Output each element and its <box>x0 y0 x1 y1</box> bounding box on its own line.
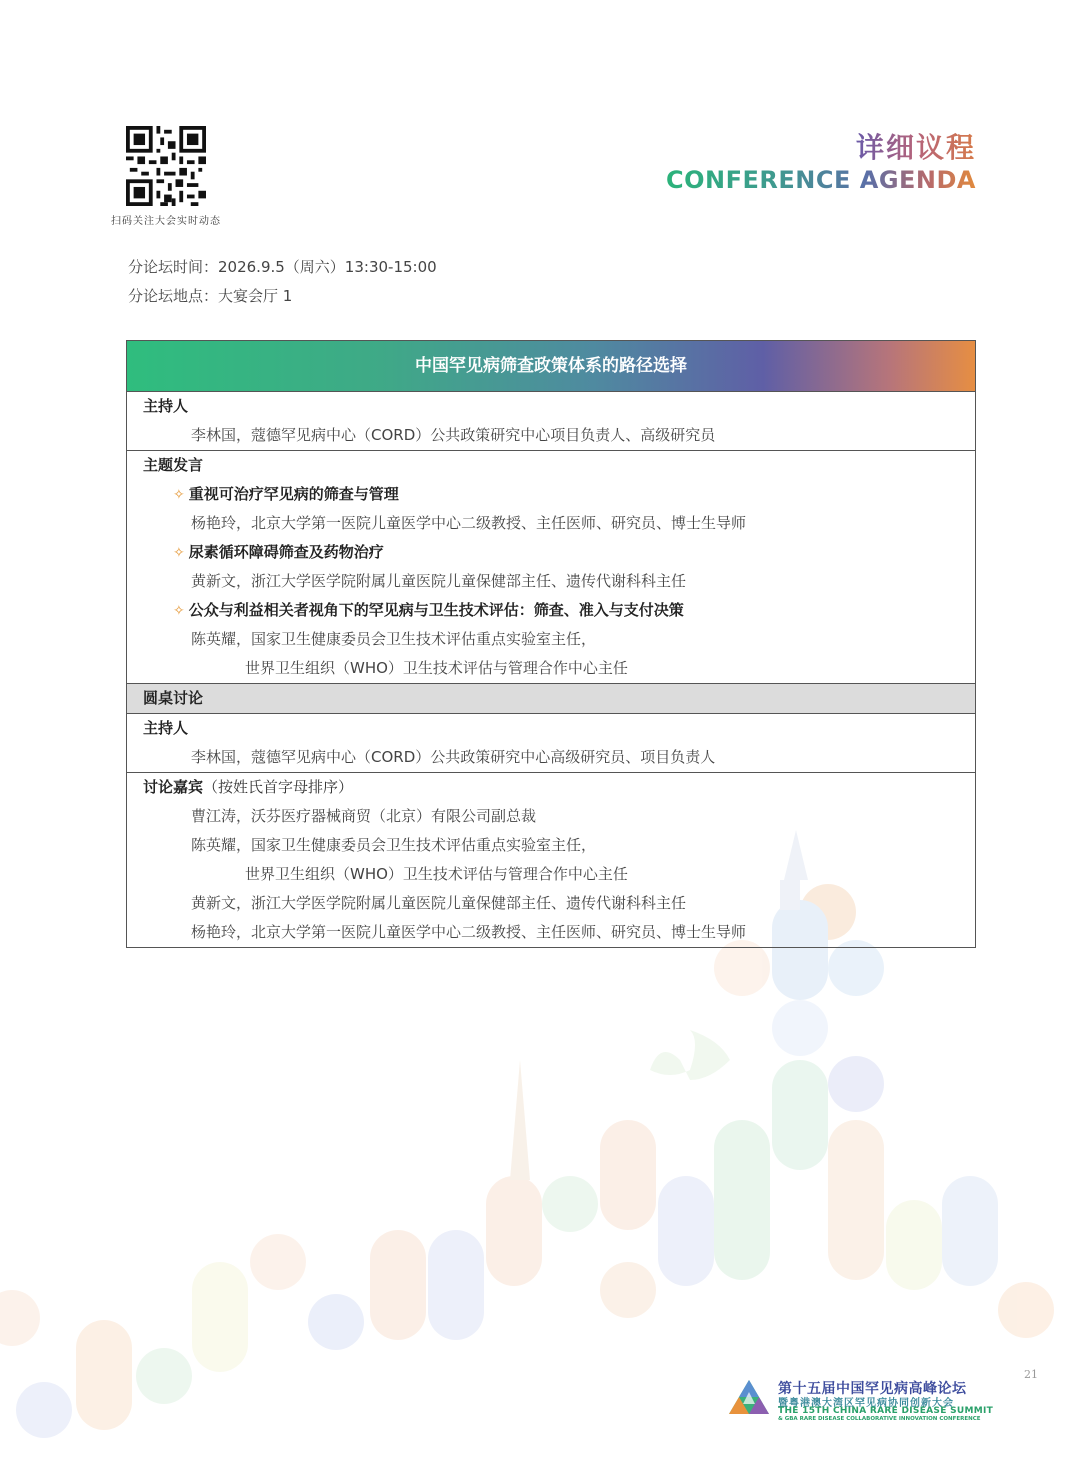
panel-label: 讨论嘉宾 <box>143 778 204 796</box>
footer-subtitle-en: & GBA RARE DISEASE COLLABORATIVE INNOVATION CONFERENCE <box>778 1416 981 1422</box>
panel-member: 陈英耀，国家卫生健康委员会卫生技术评估重点实验室主任， <box>191 836 597 854</box>
qr-block <box>110 126 222 227</box>
host-section <box>127 392 975 451</box>
talk-speaker: 陈英耀，国家卫生健康委员会卫生技术评估重点实验室主任， <box>191 630 597 648</box>
panel-section <box>127 773 975 947</box>
footer-title-en: THE 15TH CHINA RARE DISEASE SUMMIT <box>778 1406 994 1416</box>
talks-label: 主题发言 <box>143 456 204 474</box>
roundtable-host-section <box>127 714 975 773</box>
talk-speaker: 杨艳玲，北京大学第一医院儿童医学中心二级教授、主任医师、研究员、博士生导师 <box>191 514 747 532</box>
talk-topic-text: 重视可治疗罕见病的筛查与管理 <box>188 485 399 503</box>
qr-code-icon[interactable] <box>126 126 206 206</box>
sparkle-icon: ✧ <box>173 487 185 503</box>
panel-label-row <box>127 773 975 802</box>
panel-member-cont: 世界卫生组织（WHO）卫生技术评估与管理合作中心主任 <box>245 865 628 883</box>
qr-caption: 扫码关注大会实时动态 <box>111 216 221 227</box>
page-number: 21 <box>1024 1368 1038 1381</box>
host-label: 主持人 <box>143 397 189 415</box>
page-title-cn: 详细议程 <box>856 126 976 166</box>
talk-speaker: 黄新文，浙江大学医学院附属儿童医院儿童保健部主任、遗传代谢科科主任 <box>191 572 687 590</box>
panel-note: （按姓氏首字母排序） <box>203 778 354 796</box>
talks-section <box>127 451 975 684</box>
talk-topic <box>127 596 975 625</box>
panel-member: 杨艳玲，北京大学第一医院儿童医学中心二级教授、主任医师、研究员、博士生导师 <box>191 923 747 941</box>
page-title-en: CONFERENCE AGENDA <box>666 166 976 194</box>
sparkle-icon: ✧ <box>173 603 185 619</box>
panel-member: 黄新文，浙江大学医学院附属儿童医院儿童保健部主任、遗传代谢科科主任 <box>191 894 687 912</box>
talk-speaker-cont: 世界卫生组织（WHO）卫生技术评估与管理合作中心主任 <box>245 659 628 677</box>
footer-title-cn: 第十五届中国罕见病高峰论坛 <box>778 1381 967 1397</box>
host-person: 李林国，蔻德罕见病中心（CORD）公共政策研究中心项目负责人、高级研究员 <box>191 426 716 444</box>
roundtable-header: 圆桌讨论 <box>127 684 975 714</box>
session-time: 分论坛时间：2026.9.5（周六）13:30-15:00 <box>128 258 437 276</box>
talk-topic <box>127 538 975 567</box>
footer-subtitle-cn: 暨粤港澳大湾区罕见病协同创新大会 <box>778 1398 954 1409</box>
summit-logo-icon <box>727 1378 771 1418</box>
session-place: 分论坛地点：大宴会厅 1 <box>128 287 293 305</box>
host-person: 李林国，蔻德罕见病中心（CORD）公共政策研究中心高级研究员、项目负责人 <box>191 748 716 766</box>
panel-member: 曹江涛，沃芬医疗器械商贸（北京）有限公司副总裁 <box>191 807 537 825</box>
talk-topic-text: 尿素循环障碍筛查及药物治疗 <box>188 543 384 561</box>
agenda-title: 中国罕见病筛查政策体系的路径选择 <box>127 341 975 392</box>
agenda-table <box>126 340 976 948</box>
sparkle-icon: ✧ <box>173 545 185 561</box>
talk-topic-text: 公众与利益相关者视角下的罕见病与卫生技术评估：筛查、准入与支付决策 <box>188 601 684 619</box>
host-label: 主持人 <box>143 719 189 737</box>
talk-topic <box>127 480 975 509</box>
